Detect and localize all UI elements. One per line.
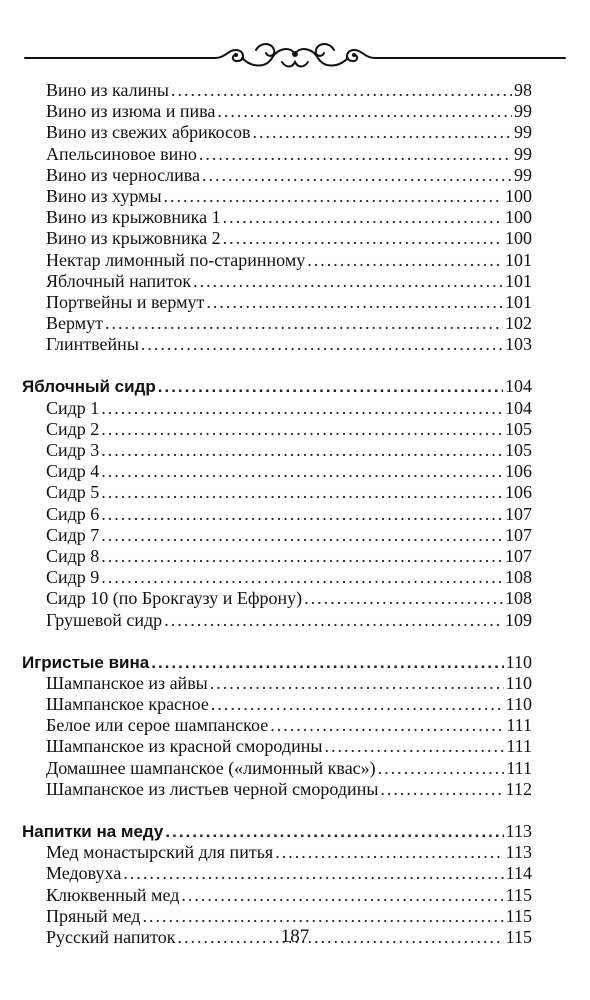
toc-entry[interactable] bbox=[22, 398, 532, 419]
toc-leader-dots bbox=[101, 525, 503, 546]
toc-entry[interactable] bbox=[22, 419, 532, 440]
toc-entry-page: 110 bbox=[505, 672, 532, 693]
toc-leader-dots bbox=[199, 144, 512, 165]
toc-leader-dots bbox=[253, 122, 512, 143]
toc-leader-dots bbox=[101, 504, 503, 525]
toc-entry-title: Апельсиновое вино bbox=[46, 143, 197, 164]
toc-entry-page: 109 bbox=[505, 609, 532, 630]
toc-entry-page: 98 bbox=[514, 80, 532, 100]
toc-entry-page: 99 bbox=[514, 101, 532, 122]
toc-entry-page: 105 bbox=[505, 418, 532, 439]
toc-entry-title: Шампанское из красной смородины bbox=[46, 736, 323, 757]
toc-entry-title: Вино из крыжовника 1 bbox=[46, 207, 221, 228]
toc-entry-page: 115 bbox=[505, 884, 532, 905]
toc-entry-title: Вино из свежих абрикосов bbox=[46, 122, 251, 143]
toc-entry-page: 99 bbox=[514, 143, 532, 164]
toc-entry-page: 100 bbox=[505, 228, 532, 249]
toc-entry-title: Сидр 6 bbox=[46, 503, 100, 524]
toc-entry[interactable] bbox=[22, 567, 532, 588]
toc-entry-title: Нектар лимонный по-старинному bbox=[46, 249, 306, 270]
toc-entry[interactable] bbox=[22, 715, 532, 736]
toc-entry-title: Сидр 3 bbox=[46, 440, 100, 460]
toc-leader-dots bbox=[181, 885, 503, 906]
toc-entry[interactable] bbox=[22, 863, 532, 884]
toc-leader-dots bbox=[164, 610, 503, 631]
section-spacer bbox=[22, 355, 532, 376]
toc-leader-dots bbox=[217, 101, 512, 122]
section-spacer bbox=[22, 800, 532, 821]
toc-entry[interactable] bbox=[22, 779, 532, 800]
toc-entry-title: Шампанское из листьев черной смородины bbox=[46, 778, 379, 799]
toc-entry-page: 110 bbox=[505, 694, 532, 715]
toc-entry-title: Вермут bbox=[46, 313, 103, 334]
toc-entry-page: 99 bbox=[514, 122, 532, 143]
toc-entry-title: Портвейны и вермут bbox=[46, 291, 205, 312]
toc-entry-page: 99 bbox=[514, 164, 532, 185]
toc-entry[interactable] bbox=[22, 694, 532, 715]
toc-heading-title: Напитки на меду bbox=[22, 822, 164, 841]
toc-entry-title: Клюквенный мед bbox=[46, 884, 180, 905]
toc-entry-page: 106 bbox=[505, 461, 532, 482]
toc-entry[interactable] bbox=[22, 207, 532, 228]
toc-entry-page: 108 bbox=[505, 588, 532, 609]
toc-section-heading[interactable] bbox=[22, 821, 532, 842]
toc-entry-title: Сидр 4 bbox=[46, 461, 100, 482]
section-spacer bbox=[22, 631, 532, 652]
toc-heading-title: Игристые вина bbox=[22, 652, 150, 672]
toc-section-heading[interactable] bbox=[22, 376, 532, 397]
toc-entry[interactable] bbox=[22, 186, 532, 207]
toc-leader-dots bbox=[101, 461, 503, 482]
toc-entry-page: 112 bbox=[505, 778, 532, 799]
toc-entry[interactable] bbox=[22, 885, 532, 906]
toc-entry-title: Мед монастырский для питья bbox=[46, 842, 274, 863]
toc-leader-dots bbox=[101, 567, 503, 588]
toc-entry-title: Сидр 5 bbox=[46, 482, 100, 503]
toc-entry-title: Вино из чернослива bbox=[46, 164, 200, 185]
toc-entry-title: Вино из крыжовника 2 bbox=[46, 228, 221, 249]
toc-leader-dots bbox=[101, 398, 503, 419]
toc-entry-title: Вино из хурмы bbox=[46, 185, 162, 206]
toc-entry-title: Пряный мед bbox=[46, 905, 141, 926]
toc-entry-page: 113 bbox=[505, 842, 532, 863]
toc-entry-page: 108 bbox=[505, 567, 532, 588]
toc-entry-page: 115 bbox=[505, 905, 532, 926]
toc-entry[interactable] bbox=[22, 313, 532, 334]
toc-leader-dots bbox=[211, 694, 504, 715]
toc-entry-title: Яблочный напиток bbox=[46, 270, 192, 291]
toc-entry-page: 107 bbox=[505, 524, 532, 545]
toc-entry-page: 114 bbox=[505, 863, 532, 884]
toc-entry-title: Шампанское из айвы bbox=[46, 672, 208, 693]
toc-leader-dots bbox=[223, 207, 503, 228]
toc-entry[interactable] bbox=[22, 482, 532, 503]
toc-entry[interactable] bbox=[22, 122, 532, 143]
toc-entry-page: 105 bbox=[505, 440, 532, 460]
toc-entry-page: 111 bbox=[506, 715, 532, 736]
toc-entry-title: Сидр 10 (по Брокгаузу и Ефрону) bbox=[46, 588, 303, 609]
toc-entry-page: 106 bbox=[505, 482, 532, 503]
toc-leader-dots bbox=[101, 482, 503, 503]
toc-entry[interactable] bbox=[22, 334, 532, 355]
toc-leader-dots bbox=[206, 292, 503, 313]
toc-entry[interactable] bbox=[22, 250, 532, 271]
toc-entry-page: 100 bbox=[505, 207, 532, 228]
toc-entry-title: Медовуха bbox=[46, 863, 122, 884]
toc-entry-page: 100 bbox=[505, 185, 532, 206]
toc-entry-page: 101 bbox=[505, 291, 532, 312]
toc-entry[interactable] bbox=[22, 144, 532, 165]
toc-entry-title: Шампанское красное bbox=[46, 694, 209, 715]
toc-entry[interactable] bbox=[22, 610, 532, 631]
toc-entry-page: 101 bbox=[505, 249, 532, 270]
toc-leader-dots bbox=[304, 588, 503, 609]
table-of-contents bbox=[22, 80, 532, 948]
toc-leader-dots bbox=[101, 546, 503, 567]
toc-entry[interactable] bbox=[22, 842, 532, 863]
toc-leader-dots bbox=[164, 186, 503, 207]
toc-leader-dots bbox=[165, 821, 503, 842]
toc-entry-page: 102 bbox=[505, 313, 532, 334]
toc-leader-dots bbox=[151, 652, 503, 673]
toc-leader-dots bbox=[380, 779, 503, 800]
toc-entry-page: 104 bbox=[505, 397, 532, 418]
toc-entry[interactable] bbox=[22, 758, 532, 779]
toc-leader-dots bbox=[193, 271, 503, 292]
toc-heading-page: 110 bbox=[505, 651, 532, 672]
toc-entry[interactable] bbox=[22, 271, 532, 292]
toc-entry[interactable] bbox=[22, 440, 532, 461]
toc-entry[interactable] bbox=[22, 80, 532, 101]
toc-entry-title: Сидр 8 bbox=[46, 545, 100, 566]
toc-heading-title: Яблочный сидр bbox=[22, 377, 156, 397]
toc-leader-dots bbox=[105, 313, 503, 334]
toc-leader-dots bbox=[275, 842, 503, 863]
toc-entry-title: Сидр 1 bbox=[46, 397, 100, 418]
toc-entry[interactable] bbox=[22, 228, 532, 249]
toc-entry-title: Сидр 2 bbox=[46, 418, 100, 439]
toc-entry[interactable] bbox=[22, 736, 532, 757]
toc-entry-page: 101 bbox=[505, 270, 532, 291]
toc-section-heading[interactable] bbox=[22, 652, 532, 673]
toc-entry-title: Вино из калины bbox=[46, 80, 169, 100]
toc-entry-title: Сидр 7 bbox=[46, 524, 100, 545]
toc-entry[interactable] bbox=[22, 525, 532, 546]
toc-entry-page: 103 bbox=[505, 334, 532, 355]
toc-entry-title: Домашнее шампанское («лимонный квас») bbox=[46, 757, 376, 778]
toc-leader-dots bbox=[142, 906, 503, 927]
toc-entry-title: Грушевой сидр bbox=[46, 609, 163, 630]
toc-entry[interactable] bbox=[22, 165, 532, 186]
toc-leader-dots bbox=[158, 376, 503, 397]
toc-entry-page: 107 bbox=[505, 503, 532, 524]
toc-entry-title: Глинтвейны bbox=[46, 334, 139, 355]
toc-entry[interactable] bbox=[22, 461, 532, 482]
toc-leader-dots bbox=[270, 715, 504, 736]
toc-leader-dots bbox=[141, 334, 503, 355]
toc-heading-page: 104 bbox=[505, 376, 532, 397]
toc-leader-dots bbox=[101, 440, 503, 461]
toc-entry[interactable] bbox=[22, 292, 532, 313]
toc-entry-page: 111 bbox=[506, 757, 532, 778]
toc-leader-dots bbox=[210, 673, 504, 694]
toc-entry-page: 107 bbox=[505, 545, 532, 566]
toc-entry[interactable] bbox=[22, 101, 532, 122]
toc-leader-dots bbox=[307, 250, 503, 271]
toc-entry[interactable] bbox=[22, 673, 532, 694]
toc-entry-title: Русский напиток bbox=[46, 926, 176, 947]
toc-leader-dots bbox=[123, 863, 503, 884]
toc-heading-page: 113 bbox=[505, 821, 532, 841]
toc-leader-dots bbox=[378, 758, 505, 779]
page-number: 187 bbox=[280, 926, 310, 947]
toc-entry-page: 115 bbox=[505, 926, 532, 947]
toc-leader-dots bbox=[101, 419, 503, 440]
toc-leader-dots bbox=[171, 80, 512, 101]
toc-leader-dots bbox=[223, 228, 503, 249]
toc-leader-dots bbox=[202, 165, 512, 186]
toc-entry-title: Белое или серое шампанское bbox=[46, 715, 269, 736]
scroll-flourish-divider-icon bbox=[20, 28, 570, 78]
toc-leader-dots bbox=[324, 736, 504, 757]
toc-entry-title: Сидр 9 bbox=[46, 567, 100, 588]
toc-entry[interactable] bbox=[22, 546, 532, 567]
toc-entry-page: 111 bbox=[506, 736, 532, 757]
toc-entry-title: Вино из изюма и пива bbox=[46, 101, 216, 122]
toc-entry[interactable] bbox=[22, 906, 532, 927]
toc-entry[interactable] bbox=[22, 588, 532, 609]
toc-entry[interactable] bbox=[22, 504, 532, 525]
